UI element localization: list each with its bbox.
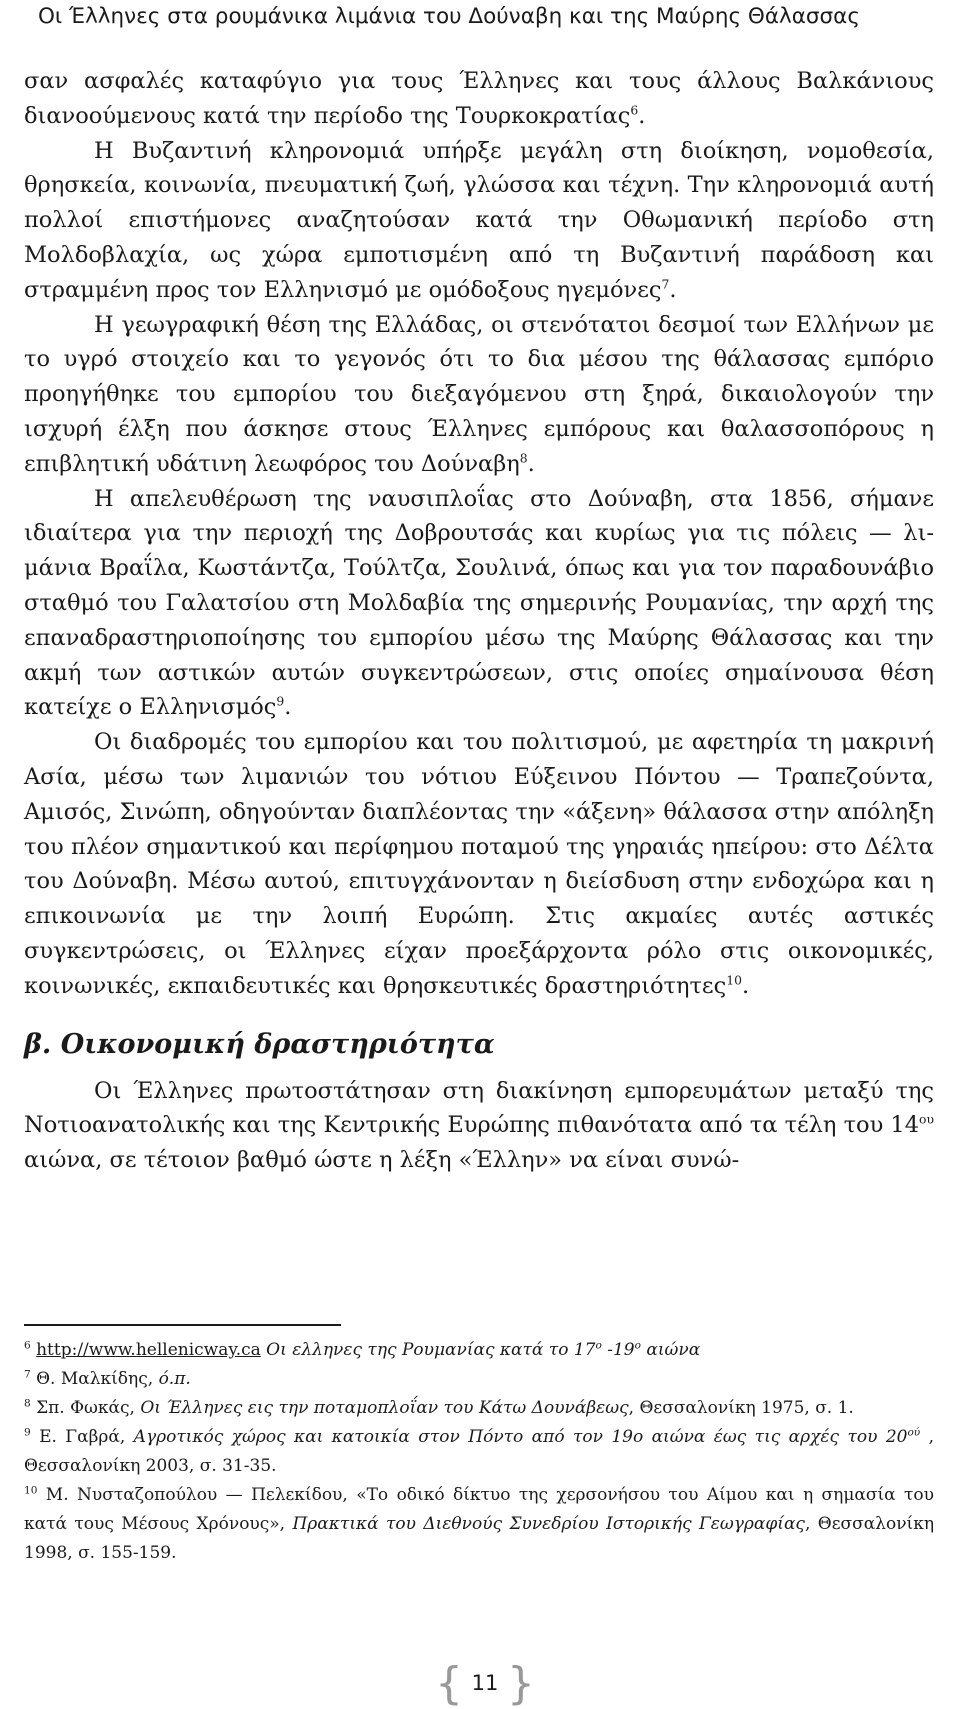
paragraph-tail: . <box>741 972 750 999</box>
footnote-9 <box>24 1423 934 1481</box>
footnote-text: Σπ. Φωκάς, <box>30 1398 141 1418</box>
paragraph-text: σαν ασφαλές καταφύγιο για τους Έλληνες και τους άλλους Βαλκάνιους διανοούμενους κατά την περίοδο της Τουρκοκρατίας <box>24 68 934 129</box>
footnote-text: , Θεσσαλονίκη 1975, σ. 1. <box>628 1398 854 1418</box>
footnote-10 <box>24 1481 934 1568</box>
page-number: 11 <box>471 1671 499 1695</box>
footnote-italic: Οι Έλληνες εις την ποταμοπλοΐαν του Κάτω Δουνάβεως <box>140 1398 629 1418</box>
footnote-7 <box>24 1365 934 1394</box>
paragraph-text: Η απελευθέρωση της ναυσιπλοΐας στο Δούναβη, στα 1856, σήμανε ιδιαίτερα για την περιοχή της Δοβρουτσάς και κυρίως για τις πόλεις — λιμάνια Βραΐλα, Κωστάντζα, Τούλτζα, Σουλινά, όπως και για τον παραδουνάβιο σταθμό του Γαλατσίου στη Μολδαβία της σημερινής Ρουμανίας, την αρχή της επαναδραστηριοποίησης του εμπορίου μέσω της Μαύρης Θάλασσας και την ακμή των αστικών αυτών συγκεντρώσεων, στις οποίες σημαίνουσα θέση κατείχε ο Ελληνισμός <box>24 485 934 721</box>
right-brace-ornament: } <box>507 1658 535 1709</box>
footnote-8 <box>24 1394 934 1423</box>
paragraph <box>24 308 934 482</box>
footnote-text: , Θεσσαλονίκη 1998, σ. 155-159. <box>24 1514 935 1563</box>
footnote-number: 8 <box>24 1397 31 1410</box>
footnote-italic: ό.π. <box>158 1369 191 1389</box>
footnote-ref[interactable]: 7 <box>661 277 670 292</box>
running-header: Οι Έλληνες στα ρουμάνικα λιμάνια του Δούναβη και της Μαύρης Θάλασσας <box>38 4 860 29</box>
paragraph-tail: αιώνα, σε τέτοιον βαθμό ώστε η λέξη «Έλλην» να είναι συνώ- <box>24 1147 740 1174</box>
paragraph-tail: . <box>284 694 292 721</box>
footnote-italic: Πρακτικά του Διεθνούς Συνεδρίου Ιστορικής Γεωγραφίας <box>292 1514 805 1534</box>
footnote-italic: αιώνα <box>640 1340 701 1360</box>
footnote-text: Ε. Γαβρά, <box>30 1427 134 1447</box>
paragraph-text: Οι διαδρομές του εμπορίου και του πολιτισμού, με αφετηρία τη μακρινή Ασία, μέσω των λιμανιών του νότιου Εύξεινου Πόντου — Τραπεζούντα, Αμισός, Σινώπη, οδηγούνταν διαπλέοντας την «άξενη» θάλασσα στην απόληξη του πλέον σημαντικού και περίφημου ποταμού της γηραιάς ηπείρου: στο Δέλτα του Δούναβη. Μέσω αυτού, επιτυγχάνονταν η διείσδυση στην ενδοχώρα και η επικοινωνία με την λοιπή Ευρώπη. Στις ακμαίες αυτές αστικές συγκεντρώσεις, οι Έλληνες είχαν προεξάρχοντα ρόλο στις οικονομικές, κοινωνικές, εκπαιδευτικές και θρησκευτικές δραστηριότητες <box>24 729 934 999</box>
paragraph <box>24 64 934 134</box>
paragraph <box>24 482 934 726</box>
footnote-divider <box>24 1324 341 1326</box>
footnote-text: , Θεσσαλονίκη 2003, σ. 31-35. <box>24 1427 935 1476</box>
paragraph-tail: . <box>527 450 535 477</box>
footnote-number: 7 <box>24 1368 31 1381</box>
footnote-link[interactable]: http://www.hellenicway.ca <box>36 1340 261 1360</box>
ordinal-superscript: ου <box>919 1112 934 1127</box>
paragraph-text: Η γεωγραφική θέση της Ελλάδας, οι στενότατοι δεσμοί των Ελλήνων με το υγρό στοιχείο και το γεγονός ότι το δια μέσου της θάλασσας εμπόριο προηγήθηκε του εμπορίου του διεξαγόμενου στη ξηρά, δικαιολογούν την ισχυρή έλξη που άσκησε στους Έλληνες εμπόρους και θαλασσοπόρους η επιβλητική υδάτινη λεωφόρος του Δούναβη <box>24 311 934 477</box>
footnotes <box>24 1336 934 1568</box>
footnote-italic: -19 <box>601 1340 635 1360</box>
footnote-ref[interactable]: 8 <box>519 451 528 466</box>
footnote-sup: ο <box>634 1339 641 1352</box>
paragraph-tail: . <box>638 102 646 129</box>
section-heading: β. Οικονομική δραστηριότητα <box>24 1028 495 1060</box>
footnote-number: 9 <box>24 1426 31 1439</box>
footnote-ref[interactable]: 10 <box>726 973 742 988</box>
footnote-ref[interactable]: 6 <box>630 103 639 118</box>
left-brace-ornament: { <box>435 1658 463 1709</box>
footnote-text: Μ. Νυσταζοπούλου — Πελεκίδου, «Το οδικό δίκτυο της χερσονήσου του Αίμου και η σημασία του κατά τους Μέσους Χρόνους», <box>24 1485 934 1534</box>
footnote-6 <box>24 1336 934 1365</box>
footnote-italic: Αγροτικός χώρος και κατοικία στον Πόντο από τον 19ο αιώνα έως τις αρχές του 20 <box>133 1427 908 1447</box>
paragraph-text: Η Βυζαντινή κληρονομιά υπήρξε μεγάλη στη διοίκηση, νομοθεσία, θρησκεία, κοινωνία, πνευματική ζωή, γλώσσα και τέχνη. Την κληρονομιά αυτή πολλοί επιστήμονες αναζητούσαν κατά την Οθωμανική περίοδο στη Μολδοβλαχία, ως χώρα εμποτισμένη από τη Βυζαντινή παράδοση και στραμμένη προς τον Ελληνισμό με ομόδοξους ηγεμόνες <box>24 137 934 303</box>
footnote-text: Θ. Μαλκίδης, <box>30 1369 159 1389</box>
paragraph <box>24 725 934 1003</box>
paragraph-text: Οι Έλληνες πρωτοστάτησαν στη διακίνηση εμπορευμάτων μεταξύ της Νοτιοανατολικής και της Κεντρικής Ευρώπης πιθανότατα από τα τέλη του 14 <box>24 1077 934 1139</box>
paragraph <box>24 134 934 308</box>
footnote-number: 10 <box>24 1484 38 1497</box>
footnote-sup: ού <box>907 1426 921 1439</box>
footnote-sup: ο <box>595 1339 602 1352</box>
footnote-number: 6 <box>24 1339 31 1352</box>
body-text <box>24 64 934 1178</box>
paragraph <box>24 1074 934 1178</box>
footnote-italic: Οι ελληνες της Ρουμανίας κατά το 17 <box>260 1340 596 1360</box>
paragraph-tail: . <box>669 276 677 303</box>
footnote-ref[interactable]: 9 <box>276 694 285 709</box>
page-footer <box>435 1658 535 1709</box>
